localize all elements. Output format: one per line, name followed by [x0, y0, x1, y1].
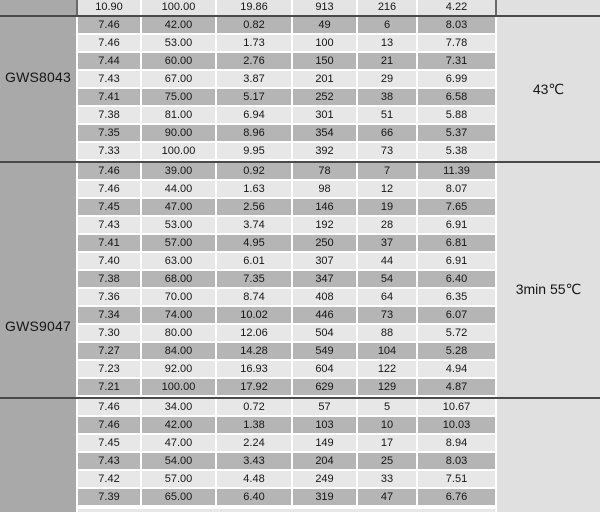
table-cell: 347	[293, 271, 358, 287]
table-row	[78, 307, 497, 325]
table-cell: 3.74	[217, 217, 293, 233]
table-cell: 84.00	[142, 343, 217, 359]
table-cell: 75.00	[142, 89, 217, 105]
table-cell: 408	[293, 289, 358, 305]
table-cell: 9.95	[217, 143, 293, 159]
table-cell: 7.27	[78, 343, 142, 359]
table-cell: 10	[358, 417, 418, 433]
table-cell: 7.42	[78, 471, 142, 487]
table-cell: 100.00	[142, 379, 217, 395]
table-cell: 74.00	[142, 307, 217, 323]
table-cell: 5.72	[418, 325, 497, 341]
table-cell: 7.40	[78, 253, 142, 269]
table-cell: 5.38	[418, 143, 497, 159]
group-cell-stub	[0, 0, 78, 15]
table-cell: 64	[358, 289, 418, 305]
section-bottom	[0, 399, 600, 512]
table-cell: 7.45	[78, 199, 142, 215]
table-row	[78, 107, 497, 125]
table-cell: 192	[293, 217, 358, 233]
table-cell: 6.76	[418, 489, 497, 505]
table-cell: 44	[358, 253, 418, 269]
table-cell: 73	[358, 143, 418, 159]
table-cell: 57.00	[142, 235, 217, 251]
table-cell: 250	[293, 235, 358, 251]
table-row	[78, 271, 497, 289]
table-cell: 104	[358, 343, 418, 359]
temp-cell	[497, 17, 600, 161]
table-row	[78, 379, 497, 397]
table-cell: 150	[293, 53, 358, 69]
table-cell: 100.00	[142, 143, 217, 159]
table-cell: 34.00	[142, 399, 217, 415]
group-cell	[0, 399, 78, 512]
table-cell: 6.81	[418, 235, 497, 251]
table-cell: 7.46	[78, 399, 142, 415]
table-cell: 2.56	[217, 199, 293, 215]
table-cell: 7.43	[78, 217, 142, 233]
table-cell: 53.00	[142, 217, 217, 233]
table-cell: 70.00	[142, 289, 217, 305]
table-row	[78, 289, 497, 307]
table-cell: 10.67	[418, 399, 497, 415]
table-cell: 504	[293, 325, 358, 341]
table-cell: 6.35	[418, 289, 497, 305]
section-rows	[78, 163, 497, 397]
table-cell: 47	[358, 489, 418, 505]
table-cell: 8.96	[217, 125, 293, 141]
table-cell: 4.95	[217, 235, 293, 251]
table-row	[78, 417, 497, 435]
table-cell: 6.99	[418, 71, 497, 87]
table-cell: 249	[293, 471, 358, 487]
table-cell: 88	[358, 325, 418, 341]
table-cell: 7.31	[418, 53, 497, 69]
table-cell: 7.46	[78, 181, 142, 197]
table-cell: 38	[358, 89, 418, 105]
table-row	[78, 325, 497, 343]
section-data	[78, 163, 497, 397]
table-cell: 6.58	[418, 89, 497, 105]
table-cell: 354	[293, 125, 358, 141]
table-cell: 4.22	[418, 0, 497, 15]
table-cell: 44.00	[142, 181, 217, 197]
table-cell: 7.43	[78, 453, 142, 469]
table-cell: 146	[293, 199, 358, 215]
table-cell: 149	[293, 435, 358, 451]
table-cell: 5.17	[217, 89, 293, 105]
table-cell: 7.33	[78, 143, 142, 159]
table-cell: 65.00	[142, 489, 217, 505]
table-cell: 1.73	[217, 35, 293, 51]
table-cell: 6.91	[418, 253, 497, 269]
table-cell: 7.43	[78, 71, 142, 87]
table-row	[78, 181, 497, 199]
table-cell: 7.51	[418, 471, 497, 487]
table-cell: 7.41	[78, 235, 142, 251]
table-cell: 7.46	[78, 35, 142, 51]
table-row	[78, 17, 497, 35]
table-row	[78, 343, 497, 361]
table-cell: 913	[293, 0, 358, 15]
table-cell: 39.00	[142, 163, 217, 179]
table-row	[78, 163, 497, 181]
table-cell: 80.00	[142, 325, 217, 341]
group-cell	[0, 17, 78, 161]
table-cell: 0.72	[217, 399, 293, 415]
table-cell: 6.40	[217, 489, 293, 505]
table-row	[78, 253, 497, 271]
table-cell: 49	[293, 17, 358, 33]
table-cell: 216	[358, 0, 418, 15]
table-cell: 10.90	[78, 0, 142, 15]
table-cell: 25	[358, 453, 418, 469]
table-cell: 92.00	[142, 361, 217, 377]
table-cell: 57.00	[142, 471, 217, 487]
table-cell: 11.39	[418, 163, 497, 179]
table-cell: 6.40	[418, 271, 497, 287]
table-cell: 10.02	[217, 307, 293, 323]
table-cell: 7.44	[78, 53, 142, 69]
table-cell: 6.91	[418, 217, 497, 233]
section-data	[78, 17, 497, 161]
table-cell: 57	[293, 399, 358, 415]
table-cell: 21	[358, 53, 418, 69]
table-cell: 0.82	[217, 17, 293, 33]
table-cell: 8.07	[418, 181, 497, 197]
table-cell: 67.00	[142, 71, 217, 87]
table-cell: 14.28	[217, 343, 293, 359]
table-cell: 6.94	[217, 107, 293, 123]
table-row	[78, 53, 497, 71]
table-cell: 7.46	[78, 17, 142, 33]
table-cell: 103	[293, 417, 358, 433]
table-cell: 68.00	[142, 271, 217, 287]
table-cell: 6.07	[418, 307, 497, 323]
table-row	[78, 453, 497, 471]
section-gws9047	[0, 163, 600, 397]
table-cell: 29	[358, 71, 418, 87]
table-row	[78, 471, 497, 489]
table-cell: 7.38	[78, 107, 142, 123]
table-cell: 42.00	[142, 417, 217, 433]
table-cell: 7.30	[78, 325, 142, 341]
table-cell: 7.34	[78, 307, 142, 323]
table-cell: 7.45	[78, 435, 142, 451]
table-cell: 3.43	[217, 453, 293, 469]
table-row	[78, 89, 497, 107]
table-cell: 100	[293, 35, 358, 51]
section-data	[78, 399, 497, 512]
table-cell: 8.03	[418, 453, 497, 469]
table-cell: 10.03	[418, 417, 497, 433]
table-row	[78, 125, 497, 143]
table-cell: 5.28	[418, 343, 497, 359]
table-cell: 78	[293, 163, 358, 179]
table-cell: 13	[358, 35, 418, 51]
table-cell: 5	[358, 399, 418, 415]
table-cell: 319	[293, 489, 358, 505]
table-row	[78, 435, 497, 453]
table-cell: 7.38	[78, 271, 142, 287]
table-cell: 2.24	[217, 435, 293, 451]
table-cell: 81.00	[142, 107, 217, 123]
table-cell: 73	[358, 307, 418, 323]
table-cell: 19.86	[217, 0, 293, 15]
table-cell: 54.00	[142, 453, 217, 469]
temp-label: 3min 55℃	[515, 280, 582, 297]
table-cell: 5.88	[418, 107, 497, 123]
table-cell: 5.37	[418, 125, 497, 141]
table-cell: 42.00	[142, 17, 217, 33]
table-row	[78, 71, 497, 89]
table-cell: 4.94	[418, 361, 497, 377]
table-row-partial-top	[0, 0, 600, 15]
table-cell: 7.39	[78, 489, 142, 505]
table-cell: 100.00	[142, 0, 217, 15]
table-cell: 7	[358, 163, 418, 179]
table-row	[78, 235, 497, 253]
table-cell: 7.65	[418, 199, 497, 215]
group-label: GWS9047	[5, 318, 71, 334]
table-cell: 19	[358, 199, 418, 215]
table-cell: 17	[358, 435, 418, 451]
table-cell: 33	[358, 471, 418, 487]
table-cell: 7.46	[78, 163, 142, 179]
table-row	[78, 143, 497, 161]
temp-label: 43℃	[532, 80, 565, 97]
table-cell: 129	[358, 379, 418, 395]
table-cell: 301	[293, 107, 358, 123]
table-cell: 7.41	[78, 89, 142, 105]
temp-cell-stub	[497, 0, 600, 15]
table-cell: 51	[358, 107, 418, 123]
table-cell: 53.00	[142, 35, 217, 51]
group-cell	[0, 163, 78, 397]
table-cell: 8.94	[418, 435, 497, 451]
table-cell: 63.00	[142, 253, 217, 269]
table-cell: 60.00	[142, 53, 217, 69]
table-cell: 4.48	[217, 471, 293, 487]
table-row-partial-bottom	[78, 507, 497, 512]
table-cell: 7.78	[418, 35, 497, 51]
table-row	[78, 35, 497, 53]
table-cell: 17.92	[217, 379, 293, 395]
temp-cell	[497, 163, 600, 397]
table-cell: 201	[293, 71, 358, 87]
table-cell: 3.87	[217, 71, 293, 87]
table-cell: 392	[293, 143, 358, 159]
table-cell: 12	[358, 181, 418, 197]
table-cell: 1.38	[217, 417, 293, 433]
group-label: GWS8043	[5, 69, 71, 85]
table-cell: 7.35	[217, 271, 293, 287]
table-cell: 47.00	[142, 435, 217, 451]
table-cell: 629	[293, 379, 358, 395]
table-row	[78, 399, 497, 417]
table-cell: 8.74	[217, 289, 293, 305]
table-row	[78, 199, 497, 217]
table-cell: 122	[358, 361, 418, 377]
table-cell: 98	[293, 181, 358, 197]
table-cell: 446	[293, 307, 358, 323]
table-cell: 7.23	[78, 361, 142, 377]
table-cell: 7.35	[78, 125, 142, 141]
table-cell: 252	[293, 89, 358, 105]
table-cell: 549	[293, 343, 358, 359]
table-cell: 7.46	[78, 417, 142, 433]
table-cell: 12.06	[217, 325, 293, 341]
section-rows	[78, 17, 497, 161]
table-cell: 28	[358, 217, 418, 233]
table-cell: 8.03	[418, 17, 497, 33]
table-cell: 1.63	[217, 181, 293, 197]
table-cell: 90.00	[142, 125, 217, 141]
section-rows	[78, 399, 497, 507]
table-cell: 16.93	[217, 361, 293, 377]
table-cell: 6.01	[217, 253, 293, 269]
table-cell: 2.76	[217, 53, 293, 69]
section-gws8043	[0, 17, 600, 161]
table-cell: 7.21	[78, 379, 142, 395]
table-cell: 37	[358, 235, 418, 251]
table-cell: 47.00	[142, 199, 217, 215]
table-cell: 66	[358, 125, 418, 141]
table-cell: 7.36	[78, 289, 142, 305]
table-cell: 204	[293, 453, 358, 469]
table-cell: 54	[358, 271, 418, 287]
table-cell: 0.92	[217, 163, 293, 179]
table-cell: 307	[293, 253, 358, 269]
table-row	[78, 489, 497, 507]
temp-cell	[497, 399, 600, 512]
table-row	[78, 217, 497, 235]
table-cell: 604	[293, 361, 358, 377]
table-cell: 4.87	[418, 379, 497, 395]
table-row	[78, 361, 497, 379]
table-cell: 6	[358, 17, 418, 33]
